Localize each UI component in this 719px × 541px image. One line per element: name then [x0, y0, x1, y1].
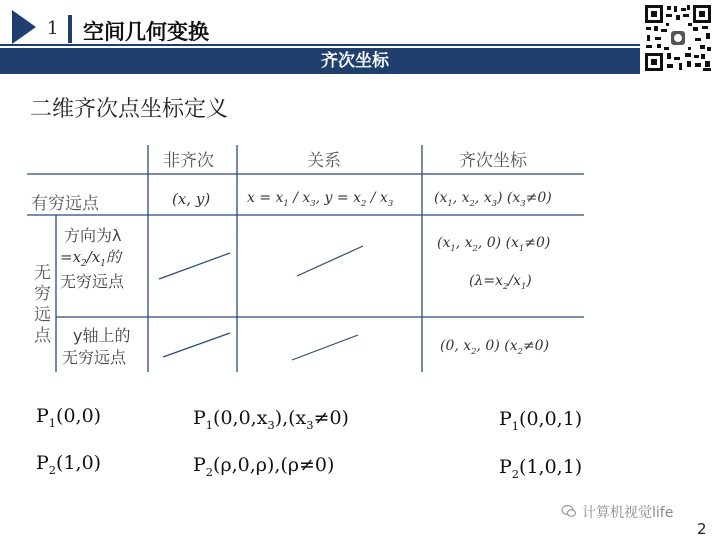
- direction-label-line-2: $=x_2/x_1$的: [60, 248, 122, 269]
- group-label-char-3: 远: [34, 305, 51, 325]
- yaxis-homog: (0, $x_2$, 0) $(x_2\ne 0)$: [440, 338, 550, 356]
- group-label-char-2: 穷: [34, 284, 51, 304]
- direction-lambda: $(\lambda=x_2/x_1)$: [469, 273, 532, 291]
- header-relation: 关系: [307, 151, 341, 171]
- formula-p2-plain: $P_2(1,0)$: [36, 452, 102, 477]
- direction-line-sample-2: [297, 246, 363, 276]
- group-label-char-1: 无: [34, 263, 51, 283]
- direction-line-sample-1: [159, 253, 230, 279]
- label-finite-point: 有穷远点: [31, 194, 99, 214]
- finite-homog: ($x_1$, $x_2$, $x_3$) $(x_3\ne 0)$: [434, 190, 552, 208]
- formula-p1-param: $P_1(0,0,x_3),(x_3\ne 0)$: [193, 407, 349, 432]
- formula-p1-homog: $P_1(0,0,1)$: [499, 408, 583, 433]
- header-nonhomogeneous: 非齐次: [163, 151, 214, 171]
- finite-relation: $x = x_1 / x_3$, $y = x_2 / x_3$: [247, 190, 394, 208]
- section-title: 二维齐次点坐标定义: [30, 97, 229, 122]
- yaxis-line-sample-1: [163, 333, 230, 357]
- direction-homog: ($x_1$, $x_2$, 0) $(x_1\ne 0)$: [437, 235, 551, 253]
- yaxis-label-line-1: y轴上的: [73, 326, 131, 345]
- header-homogeneous: 齐次坐标: [459, 151, 527, 171]
- formula-p1-plain: $P_1(0,0)$: [36, 405, 102, 430]
- group-label-char-4: 点: [34, 326, 51, 346]
- direction-label-line-3: 无穷远点: [60, 272, 125, 291]
- direction-label-line-1: 方向为λ: [64, 226, 122, 245]
- chapter-title: 空间几何变换: [83, 20, 209, 44]
- yaxis-label-line-2: 无穷远点: [62, 348, 127, 367]
- formula-p2-homog: $P_2(1,0,1)$: [499, 456, 583, 481]
- banner-title: 齐次坐标: [321, 51, 389, 71]
- yaxis-line-sample-2: [292, 335, 358, 360]
- watermark-text: 计算机视觉life: [582, 505, 674, 521]
- formula-p2-param: $P_2(\rho,0,\rho),(\rho\ne 0)$: [193, 454, 335, 479]
- page-number: 2: [697, 520, 707, 538]
- finite-nonhomog: (x, y): [172, 190, 211, 208]
- wechat-icon: [561, 503, 577, 519]
- chapter-number: 1: [47, 18, 59, 39]
